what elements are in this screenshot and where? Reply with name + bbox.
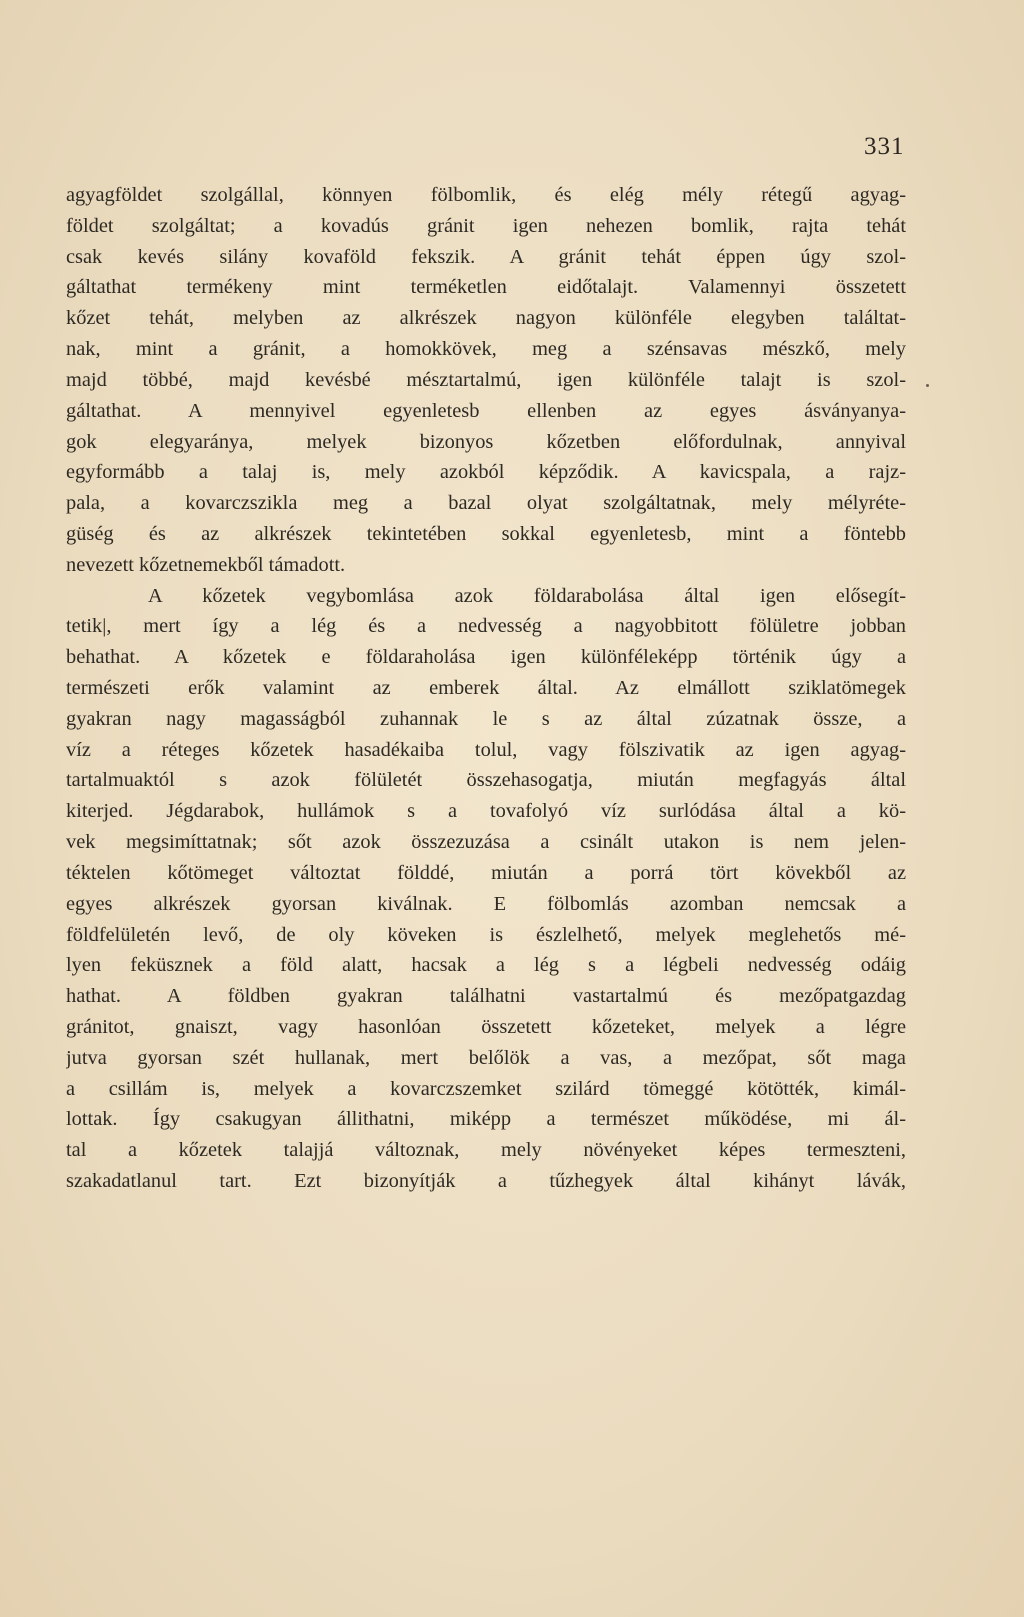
text-line: gáltathat. A mennyivel egyenletesb ellenben az egyes ásványanya- xyxy=(66,399,906,422)
text-line: kiterjed. Jégdarabok, hullámok s a tovafolyó víz surlódása által a kö- xyxy=(66,800,906,823)
text-line: pala, a kovarczszikla meg a bazal olyat szolgáltatnak, mely mélyréte- xyxy=(66,492,906,515)
text-line: gránitot, gnaiszt, vagy hasonlóan összetett kőzeteket, melyek a légre xyxy=(66,1015,906,1038)
text-line: jutva gyorsan szét hullanak, mert belőlök a vas, a mezőpat, sőt maga xyxy=(66,1046,906,1069)
text-line: egyformább a talaj is, mely azokból képződik. A kavicspala, a rajz- xyxy=(66,461,906,484)
text-line: tartalmuaktól s azok fölületét összehasogatja, miután megfagyás által xyxy=(66,769,906,792)
ink-speck xyxy=(926,384,929,387)
page-number: 331 xyxy=(864,133,905,160)
text-line: egyes alkrészek gyorsan kiválnak. E fölbomlás azomban nemcsak a xyxy=(66,892,906,915)
text-line: vek megsimíttatnak; sőt azok összezuzása a csinált utakon is nem jelen- xyxy=(66,831,906,854)
text-line: tal a kőzetek talajjá változnak, mely növényeket képes termeszteni, xyxy=(66,1139,906,1162)
text-line: földet szolgáltat; a kovadús gránit igen nehezen bomlik, rajta tehát xyxy=(66,214,906,237)
text-line: földfelületén levő, de oly köveken is észlelhető, melyek meglehetős mé- xyxy=(66,923,906,946)
text-line: güség és az alkrészek tekintetében sokkal egyenletesb, mint a föntebb xyxy=(66,522,906,545)
text-line: lottak. Így csakugyan állithatni, miképp a természet működése, mi ál- xyxy=(66,1108,906,1131)
text-line: természeti erők valamint az emberek által. Az elmállott sziklatömegek xyxy=(66,677,906,699)
text-line: kőzet tehát, melyben az alkrészek nagyon különféle elegyben találtat- xyxy=(66,307,906,330)
text-line: gáltathat termékeny mint terméketlen eidőtalajt. Valamennyi összetett xyxy=(66,276,906,299)
text-line: agyagföldet szolgállal, könnyen fölbomlik, és elég mély rétegű agyag- xyxy=(66,184,906,206)
text-line: hathat. A földben gyakran találhatni vastartalmú és mezőpatgazdag xyxy=(66,985,906,1008)
text-line: A kőzetek vegybomlása azok földarabolása által igen elősegít- xyxy=(148,584,906,607)
body-text xyxy=(66,180,906,1197)
text-line: nak, mint a gránit, a homokkövek, meg a szénsavas mészkő, mely xyxy=(66,338,906,361)
text-line: majd többé, majd kevésbé mésztartalmú, igen különféle talajt is szol- xyxy=(66,368,906,391)
text-line: gyakran nagy magasságból zuhannak le s az által zúzatnak össze, a xyxy=(66,707,906,730)
text-line: csak kevés silány kovaföld fekszik. A gránit tehát éppen úgy szol- xyxy=(66,245,906,268)
text-line: lyen feküsznek a föld alatt, hacsak a lég s a légbeli nedvesség odáig xyxy=(66,954,906,977)
text-line: tetik|, mert így a lég és a nedvesség a nagyobbitott fölületre jobban xyxy=(66,615,906,638)
text-line: gok elegyaránya, melyek bizonyos kőzetben előfordulnak, annyival xyxy=(66,430,906,453)
text-line: téktelen kőtömeget változtat földdé, miután a porrá tört kövekből az xyxy=(66,861,906,884)
text-line: a csillám is, melyek a kovarczszemket szilárd tömeggé kötötték, kimál- xyxy=(66,1077,906,1100)
text-line: behathat. A kőzetek e földaraholása igen különféleképp történik úgy a xyxy=(66,646,906,669)
text-line: víz a réteges kőzetek hasadékaiba tolul, vagy fölszivatik az igen agyag- xyxy=(66,738,906,761)
text-line: nevezett kőzetnemekből támadott. xyxy=(66,553,346,576)
text-line: szakadatlanul tart. Ezt bizonyítják a tűzhegyek által kihányt lávák, xyxy=(66,1170,906,1192)
